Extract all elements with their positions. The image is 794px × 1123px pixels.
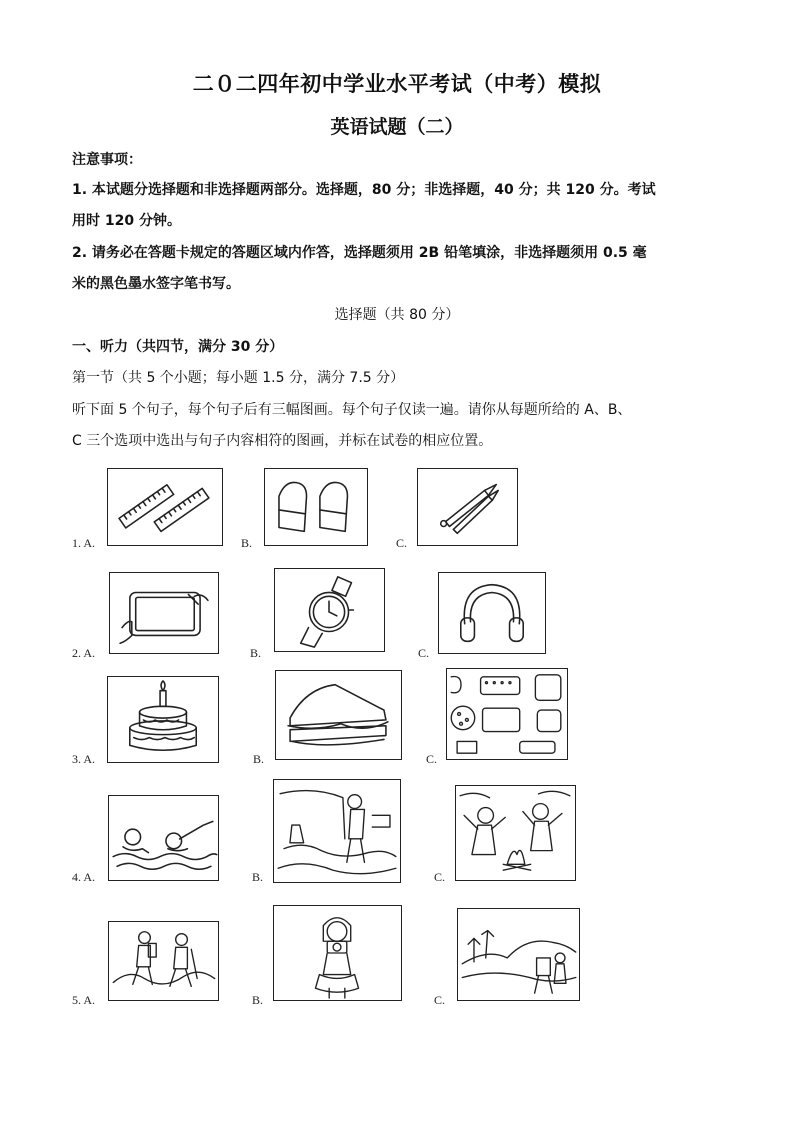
q2-label-b: B.: [250, 646, 262, 660]
birthday-cake-icon[interactable]: [107, 676, 219, 763]
instructions-line1: 听下面 5 个句子，每个句子后有三幅图画。每个句子仅读一遍。请你从每题所给的 A、B、: [72, 402, 632, 418]
part1-heading: 一、听力（共四节，满分 30 分）: [72, 339, 284, 355]
notes-item2-line1: 2. 请务必在答题卡规定的答题区域内作答，选择题须用 2B 铅笔填涂，非选择题须用 0.5 毫: [72, 245, 647, 261]
notes-item2-line2: 米的黑色墨水签字笔书写。: [72, 276, 240, 292]
q5-label-b: B.: [252, 993, 264, 1007]
notes-item1-line2: 用时 120 分钟。: [72, 213, 181, 229]
q5-label-a: 5. A.: [72, 993, 96, 1007]
fishing-icon[interactable]: [273, 779, 401, 883]
q3-label-c: C.: [426, 752, 438, 766]
rulers-icon[interactable]: [107, 468, 223, 546]
section-heading: 选择题（共 80 分）: [334, 307, 460, 323]
hiking-icon[interactable]: [108, 921, 219, 1001]
painting-landscape-icon[interactable]: [457, 908, 580, 1001]
pencils-icon[interactable]: [417, 468, 518, 546]
q5-label-c: C.: [434, 993, 446, 1007]
subpart1-heading: 第一节（共 5 个小题；每小题 1.5 分，满分 7.5 分）: [72, 370, 405, 386]
q3-label-b: B.: [253, 752, 265, 766]
q1-label-a: 1. A.: [72, 536, 96, 550]
q4-label-c: C.: [434, 870, 446, 884]
girl-camera-icon[interactable]: [273, 905, 402, 1001]
tablet-icon[interactable]: [109, 572, 219, 654]
cookies-icon[interactable]: [446, 668, 568, 760]
q2-label-a: 2. A.: [72, 646, 96, 660]
q2-label-c: C.: [418, 646, 430, 660]
q1-label-b: B.: [241, 536, 253, 550]
notes-heading: 注意事项：: [72, 152, 142, 168]
q4-label-b: B.: [252, 870, 264, 884]
q1-label-c: C.: [396, 536, 408, 550]
exam-subtitle: 英语试题（二）: [330, 116, 464, 138]
instructions-line2: C 三个选项中选出与句子内容相符的图画，并标在试卷的相应位置。: [72, 433, 493, 449]
exam-title: 二０二四年初中学业水平考试（中考）模拟: [192, 72, 602, 96]
erasers-icon[interactable]: [264, 468, 368, 546]
watch-icon[interactable]: [274, 568, 385, 652]
campfire-icon[interactable]: [455, 785, 576, 881]
q3-label-a: 3. A.: [72, 752, 96, 766]
swimming-icon[interactable]: [108, 795, 219, 881]
sandwich-icon[interactable]: [275, 670, 402, 760]
headphones-icon[interactable]: [438, 572, 546, 654]
q4-label-a: 4. A.: [72, 870, 96, 884]
notes-item1-line1: 1. 本试题分选择题和非选择题两部分。选择题，80 分；非选择题，40 分；共 120 分。考试: [72, 182, 656, 198]
